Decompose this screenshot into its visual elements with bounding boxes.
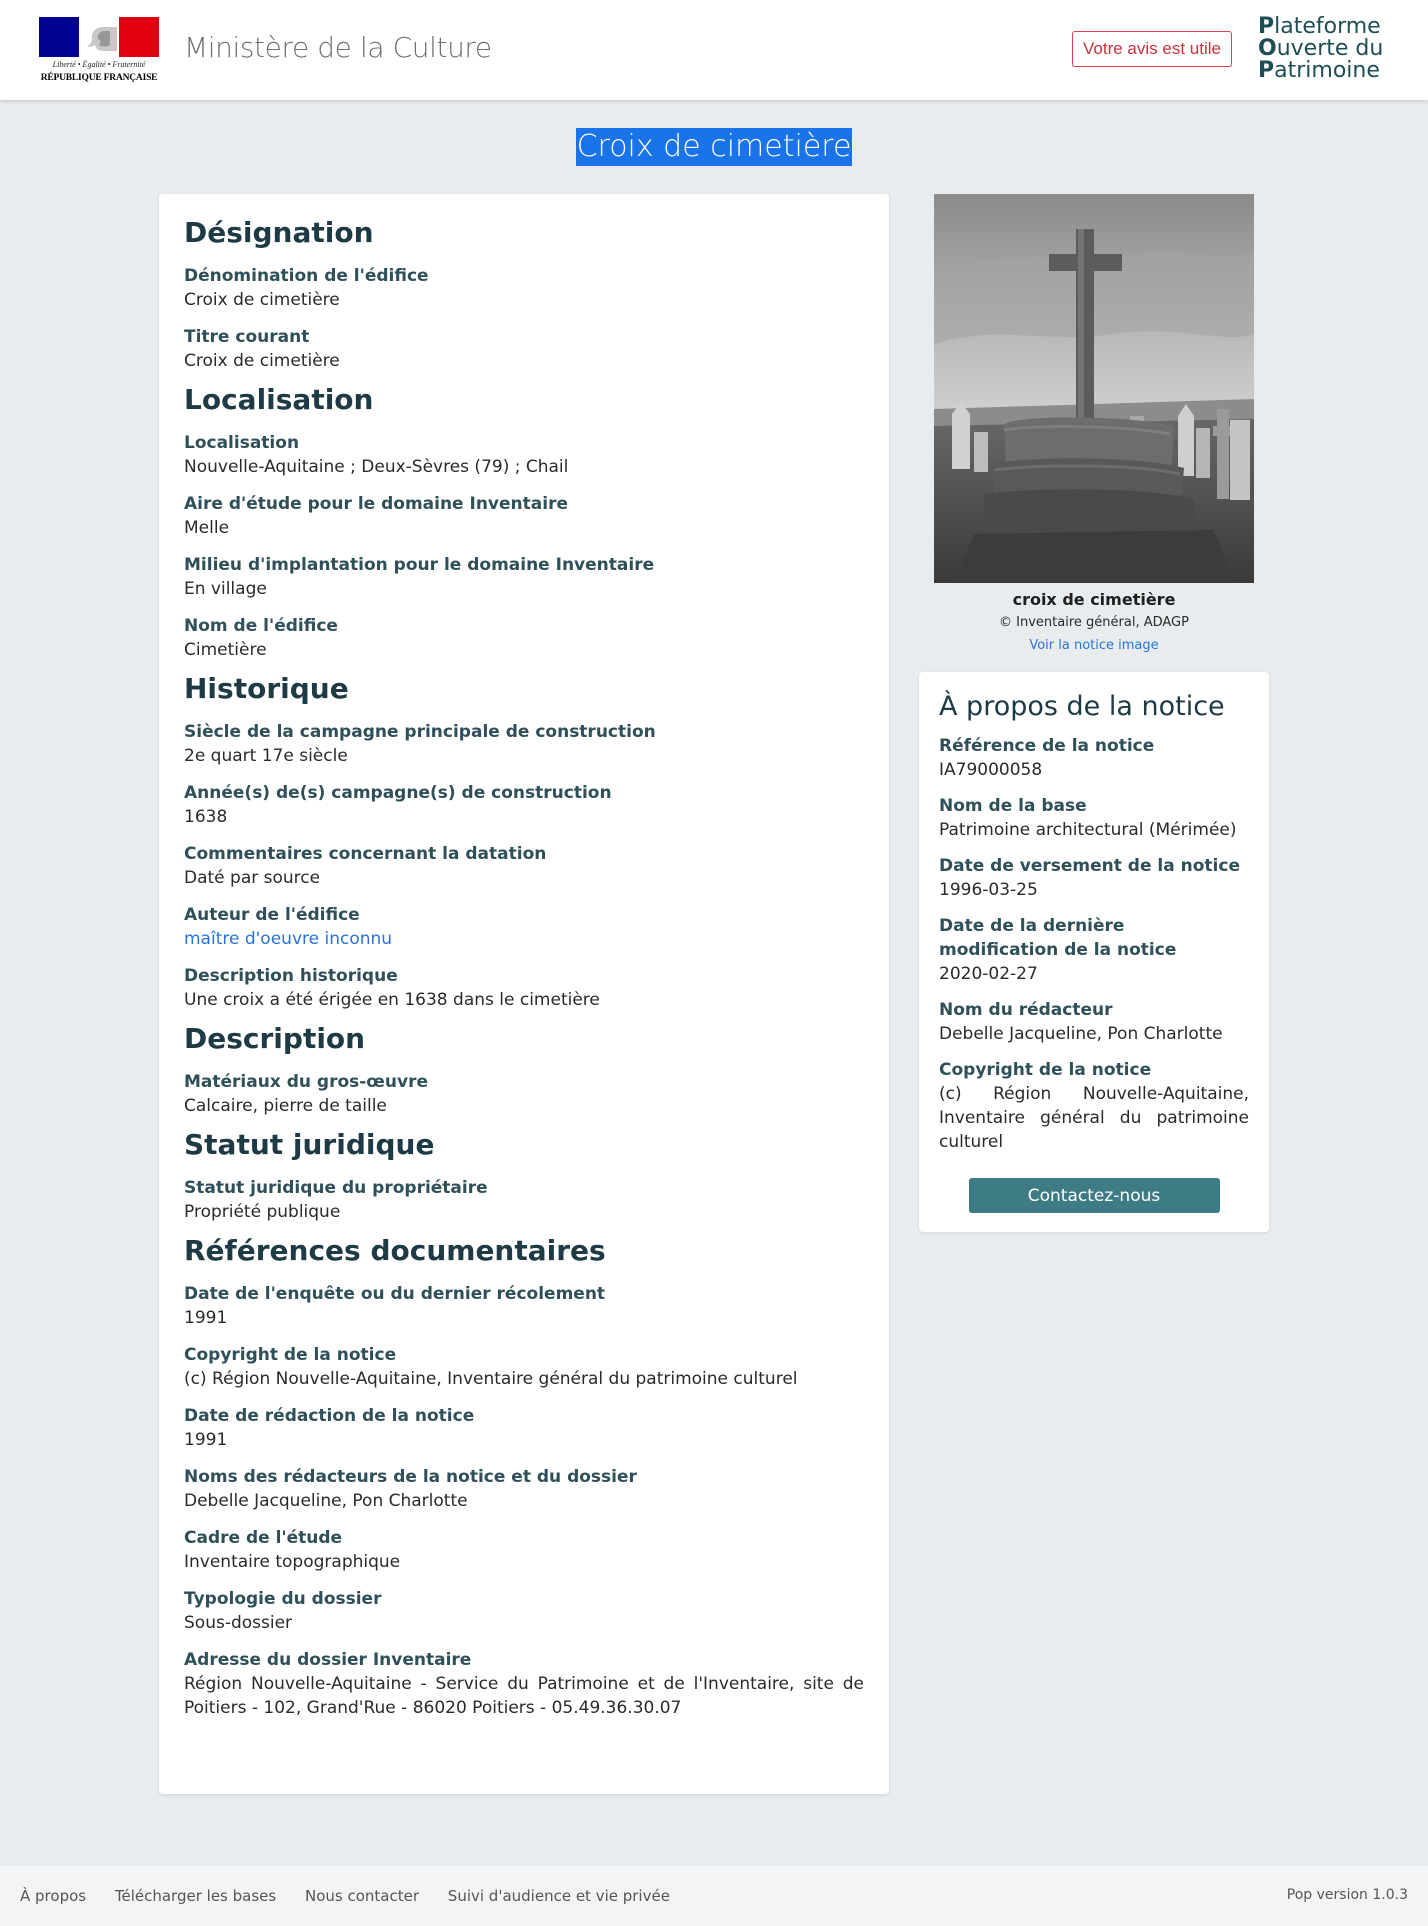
section-2: [184, 672, 864, 1012]
field-value: Daté par source: [184, 868, 321, 888]
field-value: Nouvelle-Aquitaine ; Deux-Sèvres (79) ; Chail: [184, 457, 569, 477]
field: [184, 1176, 864, 1224]
field-value: (c) Région Nouvelle-Aquitaine, Inventaire général du patrimoine culturel: [184, 1369, 798, 1389]
field-value-link[interactable]: maître d'oeuvre inconnu: [184, 929, 393, 949]
field-label: Noms des rédacteurs de la notice et du dossier: [184, 1467, 637, 1487]
section-1: [184, 383, 864, 662]
field-value: Croix de cimetière: [184, 290, 340, 310]
field: [184, 614, 864, 662]
field: [184, 1404, 864, 1452]
section-title: Localisation: [184, 383, 374, 416]
about-field-value: 2020-02-27: [939, 964, 1038, 984]
about-field: [939, 914, 1249, 986]
about-field-value: Debelle Jacqueline, Pon Charlotte: [939, 1024, 1223, 1044]
section-4: [184, 1128, 864, 1224]
field-label: Date de rédaction de la notice: [184, 1406, 475, 1426]
field-value: 1991: [184, 1430, 228, 1450]
field: [184, 553, 864, 601]
pop-logo-cap-3: P: [1258, 58, 1275, 83]
rf-motto: Liberté • Égalité • Fraternité: [52, 60, 146, 69]
page-title-wrap: [0, 128, 1428, 166]
field-value: Une croix a été érigée en 1638 dans le cimetière: [184, 990, 600, 1010]
section-title: Désignation: [184, 216, 374, 249]
pop-logo[interactable]: [1258, 16, 1383, 82]
ministry-name[interactable]: Ministère de la Culture: [184, 31, 492, 64]
page-title: Croix de cimetière: [576, 129, 852, 164]
field-label: Description historique: [184, 966, 398, 986]
field-label: Milieu d'implantation pour le domaine Inventaire: [184, 555, 655, 575]
field-label: Siècle de la campagne principale de construction: [184, 722, 656, 742]
rf-republic-label: RÉPUBLIQUE FRANÇAISE: [40, 73, 158, 83]
about-field-label: Copyright de la notice: [939, 1060, 1152, 1080]
field-label: Copyright de la notice: [184, 1345, 397, 1365]
field-label: Nom de l'édifice: [184, 616, 338, 636]
about-field-label: Nom de la base: [939, 796, 1087, 816]
field-label: Cadre de l'étude: [184, 1528, 343, 1548]
about-field: [939, 794, 1249, 842]
footer-link-a-propos[interactable]: À propos: [20, 1887, 87, 1905]
field-label: Statut juridique du propriétaire: [184, 1178, 488, 1198]
field-label: Dénomination de l'édifice: [184, 266, 429, 286]
field-label: Titre courant: [184, 327, 310, 347]
about-notice-title: À propos de la notice: [939, 691, 1225, 722]
image-caption-title: croix de cimetière: [1012, 590, 1176, 609]
view-image-notice-link[interactable]: Voir la notice image: [1029, 638, 1159, 653]
notice-photo[interactable]: [934, 194, 1254, 583]
field: [184, 264, 864, 312]
image-caption-credit: © Inventaire général, ADAGP: [999, 615, 1189, 630]
footer-link-audience[interactable]: Suivi d'audience et vie privée: [447, 1887, 670, 1905]
about-field-label: Référence de la notice: [939, 736, 1155, 756]
site-footer: [0, 1866, 1428, 1926]
about-field-value: (c) Région Nouvelle-Aquitaine, Inventaire général du patrimoine culturel: [939, 1084, 1249, 1152]
field-label: Localisation: [184, 433, 300, 453]
about-field-label: Date de versement de la notice: [939, 856, 1240, 876]
about-field-value: 1996-03-25: [939, 880, 1038, 900]
section-3: [184, 1022, 864, 1118]
field: [184, 964, 864, 1012]
footer-links: [20, 1887, 694, 1905]
field: [184, 492, 864, 540]
about-notice-fields: [939, 734, 1249, 1154]
feedback-button[interactable]: Votre avis est utile: [1072, 31, 1232, 67]
field-value: 1638: [184, 807, 228, 827]
section-title: Références documentaires: [184, 1234, 606, 1267]
field-value: Calcaire, pierre de taille: [184, 1096, 387, 1116]
field-label: Auteur de l'édifice: [184, 905, 360, 925]
section-5: [184, 1234, 864, 1720]
pop-logo-cap-2: O: [1258, 36, 1277, 61]
field: [184, 1282, 864, 1330]
section-title: Statut juridique: [184, 1128, 435, 1161]
field-value: Propriété publique: [184, 1202, 341, 1222]
field: [184, 1070, 864, 1118]
about-field-label: Nom du rédacteur: [939, 1000, 1113, 1020]
footer-link-telecharger[interactable]: Télécharger les bases: [114, 1887, 277, 1905]
field: [184, 1526, 864, 1574]
field: [184, 1343, 864, 1391]
field: [184, 1587, 864, 1635]
field-label: Commentaires concernant la datation: [184, 844, 547, 864]
pop-version: Pop version 1.0.3: [1286, 1887, 1408, 1903]
footer-link-contact[interactable]: Nous contacter: [304, 1887, 420, 1905]
about-field-value: IA79000058: [939, 760, 1043, 780]
field: [184, 720, 864, 768]
field-value: Debelle Jacqueline, Pon Charlotte: [184, 1491, 468, 1511]
pop-logo-text-1: lateforme: [1274, 14, 1381, 39]
field: [184, 1648, 864, 1720]
field-value: Melle: [184, 518, 230, 538]
tricolor-flag-icon: [39, 17, 159, 57]
field-value: Cimetière: [184, 640, 267, 660]
field: [184, 903, 864, 951]
field: [184, 842, 864, 890]
pop-logo-text-3: atrimoine: [1274, 58, 1380, 83]
field-label: Typologie du dossier: [184, 1589, 382, 1609]
section-title: Description: [184, 1022, 366, 1055]
about-notice-card: [919, 672, 1269, 1232]
field: [184, 1465, 864, 1513]
field-label: Matériaux du gros-œuvre: [184, 1072, 429, 1092]
field: [184, 781, 864, 829]
about-field: [939, 734, 1249, 782]
field-value: Sous-dossier: [184, 1613, 293, 1633]
site-header: [0, 0, 1428, 100]
about-field: [939, 854, 1249, 902]
about-field-label: Date de la dernière modification de la notice: [939, 916, 1177, 960]
section-title: Historique: [184, 672, 349, 705]
section-0: [184, 216, 864, 373]
pop-logo-cap-1: P: [1258, 14, 1275, 39]
field-label: Date de l'enquête ou du dernier récolement: [184, 1284, 606, 1304]
field: [184, 325, 864, 373]
republique-francaise-logo[interactable]: [39, 17, 159, 87]
field-value: 1991: [184, 1308, 228, 1328]
field-label: Aire d'étude pour le domaine Inventaire: [184, 494, 568, 514]
marianne-icon: [83, 23, 117, 55]
field-value: Région Nouvelle-Aquitaine - Service du Patrimoine et de l'Inventaire, site de Poitiers - 102, Grand'Rue - 86020 Poitiers - 05.49.36.30.07: [184, 1674, 864, 1718]
about-field: [939, 998, 1249, 1046]
contact-button[interactable]: Contactez-nous: [969, 1178, 1220, 1213]
field-value: Croix de cimetière: [184, 351, 340, 371]
field-value: En village: [184, 579, 267, 599]
field-label: Adresse du dossier Inventaire: [184, 1650, 472, 1670]
cemetery-cross-image: [934, 194, 1254, 583]
field-value: 2e quart 17e siècle: [184, 746, 348, 766]
about-field-value: Patrimoine architectural (Mérimée): [939, 820, 1237, 840]
field-value: Inventaire topographique: [184, 1552, 401, 1572]
about-field: [939, 1058, 1249, 1154]
pop-logo-text-2: uverte du: [1276, 36, 1384, 61]
notice-details-card: [159, 194, 889, 1794]
field-label: Année(s) de(s) campagne(s) de construction: [184, 783, 612, 803]
field: [184, 431, 864, 479]
